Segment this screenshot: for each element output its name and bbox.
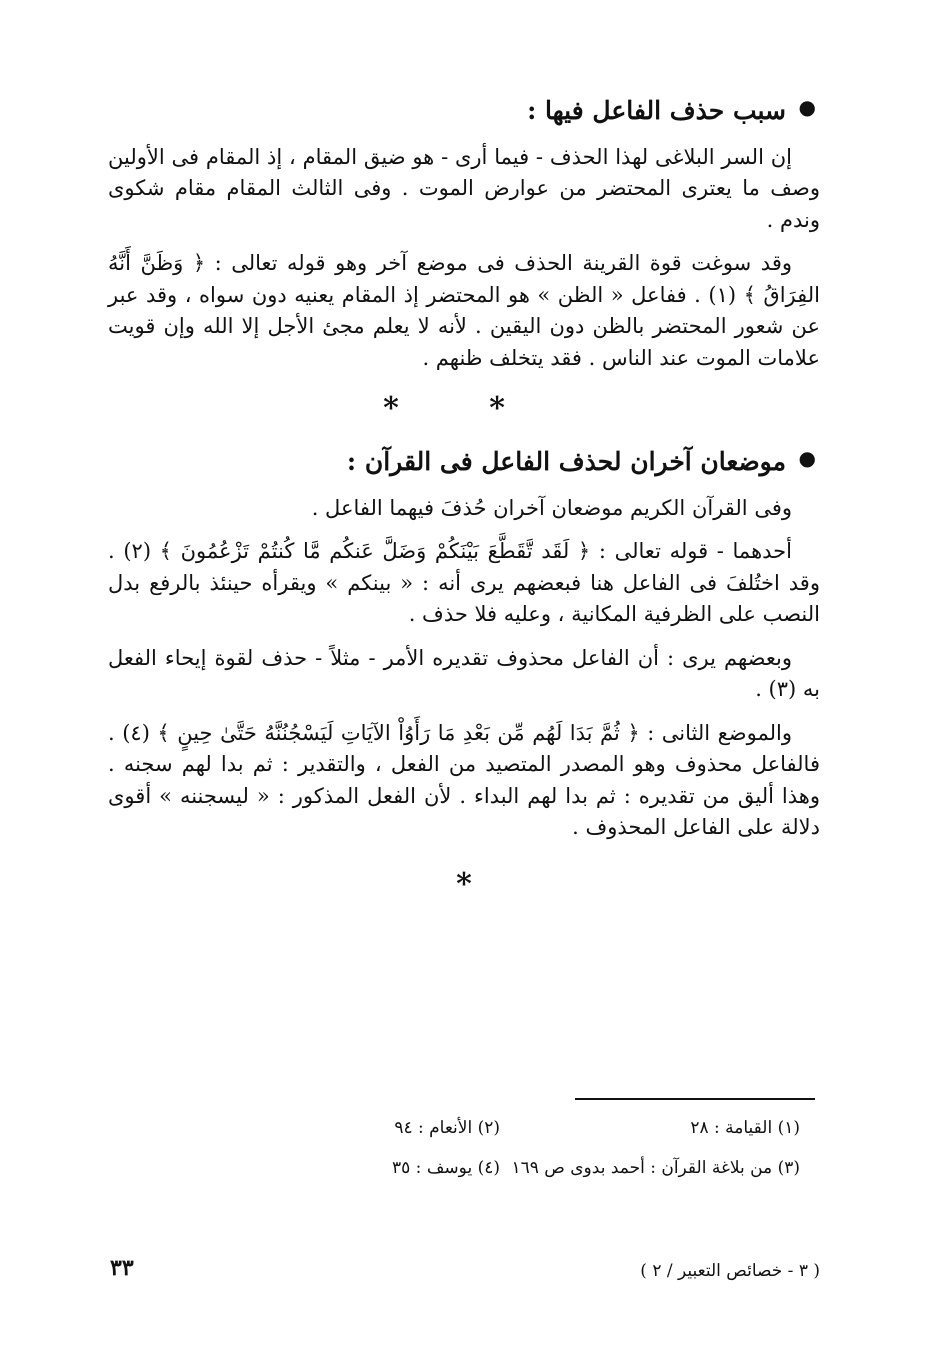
paragraph: وقد سوغت قوة القرينة الحذف فى موضع آخر وهو قوله تعالى : ﴿ وَظَنَّ أَنَّهُ الفِرَاقُ ﴾ (١) . ففاعل « الظن » هو المحتضر إذ المقام يعنيه دون سواه ، وقد عبر عن شعور المحتضر بالظن دون اليقين . لأنه لا يعلم مجئ الأجل إلا الله وإن قويت علامات الموت عند الناس . فقد يتخلف ظنهم . [108, 251, 820, 370]
end-separator: * [456, 866, 472, 902]
footnotes [200, 1118, 800, 1179]
section-heading-2-text: موضعان آخران لحذف الفاعل فى القرآن : [346, 447, 786, 476]
main-text [108, 92, 820, 919]
paragraph: إن السر البلاغى لهذا الحذف - فيما أرى - هو ضيق المقام ، إذ المقام فى الأولين وصف ما يعترى المحتضر من عوارض الموت . وفى الثالث المقام مقام شكوى وندم . [108, 144, 820, 232]
paragraph: وبعضهم يرى : أن الفاعل محذوف تقديره الأمر - مثلاً - حذف لقوة إيحاء الفعل به (٣) . [108, 645, 820, 701]
section-separator: * * [383, 391, 545, 426]
bullet-icon: ● [798, 446, 816, 470]
running-title: ( ٣ - خصائص التعبير / ٢ ) [640, 1261, 820, 1281]
section-heading-2 [108, 443, 820, 481]
footnote-divider [575, 1098, 815, 1100]
page-number: ٣٣ [110, 1255, 134, 1281]
footnote-2: (٢) الأنعام : ٩٤ [394, 1118, 500, 1138]
section-heading-1-text: سبب حذف الفاعل فيها : [527, 96, 786, 125]
paragraph: وفى القرآن الكريم موضعان آخران حُذفَ فيهما الفاعل . [311, 495, 792, 520]
footnote-3: (٣) من بلاغة القرآن : أحمد بدوى ص ١٦٩ [511, 1158, 800, 1179]
footnote-4: (٤) يوسف : ٣٥ [392, 1158, 500, 1179]
paragraph: أحدهما - قوله تعالى : ﴿ لَقَد تَّقَطَّعَ بَيْنَكُمْ وَضَلَّ عَنكُم مَّا كُنتُمْ تَزْعُمُونَ ﴾ (٢) . وقد اختُلفَ فى الفاعل هنا فبعضهم يرى أنه : « بينكم » ويقرأه حينئذ بالرفع بدل النصب على الظرفية المكانية ، وعليه فلا حذف . [108, 539, 820, 626]
section-heading-1 [108, 92, 820, 130]
paragraph: والموضع الثانى : ﴿ ثُمَّ بَدَا لَهُم مِّن بَعْدِ مَا رَأَوُاْ الآيَاتِ لَيَسْجُنُنَّهُ حَتَّىٰ حِينٍ ﴾ (٤) . فالفاعل محذوف وهو المصدر المتصيد من الفعل ، والتقدير : ثم بدا لهم سجنه . وهذا أليق من تقديره : ثم بدا لهم البداء . لأن الفعل المذكور : « ليسجننه » أقوى دلالة على الفاعل المحذوف . [108, 720, 820, 839]
footnote-1: (١) القيامة : ٢٨ [690, 1118, 800, 1138]
bullet-icon: ● [798, 95, 816, 119]
